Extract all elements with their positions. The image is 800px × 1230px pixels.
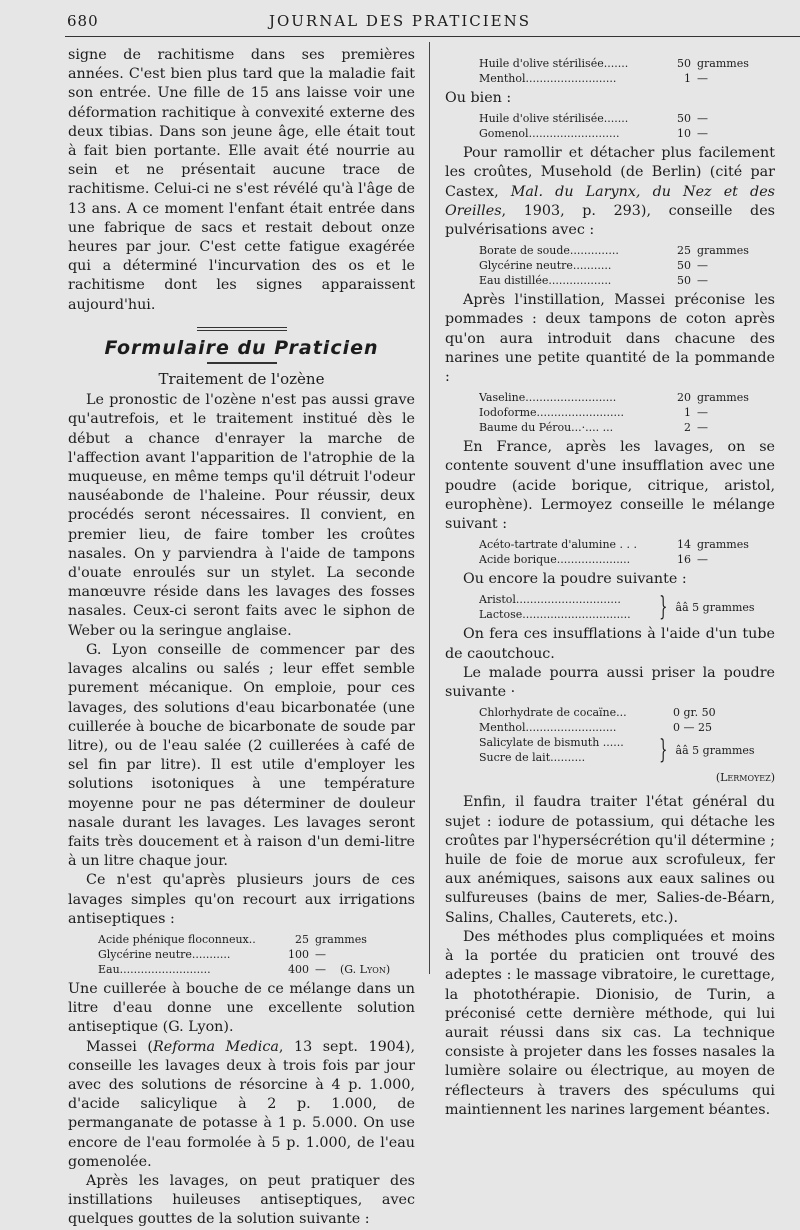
methodes-paragraph: Des méthodes plus compliquées et moins à la portée du praticien ont trouvé des adeptes : le massage vibratoire, le curettage, la photothérapie. Dionisio, de Turin, a préconisé cette dernière méthode, qui lui aurait réussi dans six cas. La technique consiste à projeter dans les fosses nasales la lumière solaire ou électrique, au moyen de réflecteurs à travers des spéculums qui maintiennent les narines largement béantes. xyxy=(445,928,775,1118)
pommade-paragraph: Après l'instillation, Massei préconise les pommades : deux tampons de coton après qu'on aura introduit dans chacune des narines une petite quantité de la pommande : xyxy=(445,292,775,386)
prescription-row: Baume du Pérou...·.... ... 2 — xyxy=(479,421,708,435)
musehold-paragraph: Pour ramollir et détacher plus facilement les croûtes, Musehold (de Berlin) (cité par Castex, Mal. du Larynx, du Nez et des Oreilles, 1903, p. 293), conseille des pulvérisations avec : xyxy=(445,145,775,239)
page-header xyxy=(0,0,800,38)
prescription-cocaine: Chlorhydrate de cocaïne... 0 gr. 50 Menthol.......................... 0 — 25 Salicylate de bismuth ...... Sucre de lait.......... } ââ 5 grammes xyxy=(445,705,775,765)
etat-general-paragraph: Enfin, il faudra traiter l'état général du sujet : iodure de potassium, qui détache les croûtes par l'hypersécrétion qu'il détermine ; huile de foie de morue aux scrofuleux, fer aux anémiques, saisons aux eaux salines ou sulfureuses (bains de mer, Salies-de-Béarn, Salins, Challes, Cauterets, etc.). xyxy=(445,794,775,926)
prescription-row: Glycérine neutre........... 100 — xyxy=(98,947,326,961)
prescription-borate xyxy=(445,243,775,288)
prescription-row: Chlorhydrate de cocaïne... 0 gr. 50 xyxy=(479,706,716,720)
tube-paragraph: On fera ces insufflations à l'aide d'un tube de caoutchouc. xyxy=(445,626,775,662)
header-rule xyxy=(65,36,800,37)
prescription-source: (Lermoyez) xyxy=(715,771,775,785)
prescription-row: Acide phénique floconneux.. 25 grammes xyxy=(98,932,367,946)
prescription-row: Iodoforme......................... 1 — xyxy=(479,406,708,420)
prescription-row: Huile d'olive stérilisée....... 50 grammes xyxy=(479,57,749,70)
instillation-paragraph: Après les lavages, on peut pratiquer des instillations huileuses antiseptiques, avec quelques gouttes de la solution suivante : xyxy=(68,1172,415,1228)
journal-reference: Reforma Medica xyxy=(152,1038,279,1055)
prescription-source: (G. Lyon) xyxy=(340,962,391,976)
lyon-paragraph: G. Lyon conseille de commencer par des lavages alcalins ou salés ; leur effet semble purement mécanique. On emploie, pour ces lavages, des solutions d'eau bicarbonatée (une cuillerée à bouche de bicarbonate de soude par litre), ou de l'eau salée (2 cuillerées à café de sel fin par litre). Il est utile d'employer les solutions isotoniques à une température moyenne pour ne pas déterminer de douleur nasale durant les lavages. Les lavages seront faits très doucement et à raison d'un demi-litre à un litre chaque jour. xyxy=(68,641,415,870)
massei-paragraph: Massei (Reforma Medica, 13 sept. 1904), conseille les lavages deux à trois fois par jour avec des solutions de résorcine à 4 p. 1.000, d'acide salicylique à 2 p. 1.000, de permanganate de potasse à 1 p. 5.000. On use encore de l'eau formolée à 5 p. 1.000, de l'eau gomenolée. xyxy=(68,1038,415,1170)
prescription-row: Acide borique..................... 16 — xyxy=(479,553,708,567)
ozene-intro-paragraph: Le pronostic de l'ozène n'est pas aussi grave qu'autrefois, et le traitement institué dès le début a chance d'enrayer la marche de l'affection avant l'apparition de l'atrophie de la muqueuse, en même temps qu'il détruit l'odeur nauséabonde de l'haleine. Pour réussir, deux procédés seront nécessaires. Il convient, en premier lieu, de faire tomber les croûtes nasales. On y parviendra à l'aide de tampons d'ouate enroulés sur un stylet. La seconde manœuvre réside dans les lavages des fosses nasales. Ceux-ci seront faits avec le siphon de Weber ou la seringue anglaise. xyxy=(68,392,415,639)
insufflation-paragraph: En France, après les lavages, on se contente souvent d'une insufflation avec une poudre (acide borique, citrique, aristol, europhène). Lermoyez conseille le mélange suivant : xyxy=(445,439,775,533)
prescription-row: Eau.......................... 400 — (G. Lyon) xyxy=(98,962,391,976)
lyon-solution-paragraph: Une cuillerée à bouche de ce mélange dans un litre d'eau donne une excellente solution antiseptique (G. Lyon). xyxy=(68,980,415,1036)
prescription-aristol: Aristol.............................. Lactose............................... } ââ 5 grammes xyxy=(479,592,755,623)
section-title: Traitement de l'ozène xyxy=(158,370,325,389)
formulaire-title: Formulaire du Praticien xyxy=(104,336,379,359)
ou-encore-label: Ou encore la poudre suivante : xyxy=(463,571,687,588)
column-divider xyxy=(429,42,430,974)
prescription-row: Menthol.......................... 0 — 25 xyxy=(479,721,712,735)
formulaire-header xyxy=(68,327,415,364)
prescription-row: Vaseline.......................... 20 grammes xyxy=(479,391,749,405)
brace-symbol: } xyxy=(659,735,668,766)
prescription-row: Borate de soude.............. 25 grammes xyxy=(479,244,749,258)
prescription-row: Glycérine neutre........... 50 — xyxy=(479,259,708,273)
right-column xyxy=(445,46,775,1120)
left-column xyxy=(68,46,415,1230)
prescription-oil-menthol xyxy=(445,56,775,86)
brace-symbol: } xyxy=(659,592,668,623)
rachitisme-paragraph: signe de rachitisme dans ses premières années. C'est bien plus tard que la maladie fait son entrée. Une fille de 15 ans laisse voir une déformation rachitique à convexité externe des deux tibias. Dans son jeune âge, elle était tout à fait bien portante. Elle avait été nourrie au sein et ne présentait aucune trace de rachitisme. Celui-ci ne s'est révélé qu'à l'âge de 13 ans. A ce moment l'enfant était entrée dans une fabrique de sacs et restait debout onze heures par jour. C'est cette fatigue exagérée qui a déterminé l'incurvation des os et le rachitisme dont les signes apparaissent aujourd'hui. xyxy=(68,47,415,313)
prescription-row: Acéto-tartrate d'alumine . . . 14 grammes xyxy=(479,538,749,552)
priser-paragraph: Le malade pourra aussi priser la poudre suivante · xyxy=(445,664,775,701)
prescription-row: Gomenol.......................... 10 — xyxy=(479,127,708,141)
prescription-oil-gomenol xyxy=(445,111,775,141)
prescription-vaseline xyxy=(445,390,775,435)
prescription-row: Huile d'olive stérilisée....... 50 — xyxy=(479,112,708,126)
prescription-aceto-tartrate xyxy=(445,537,775,567)
prescription-row: Menthol.......................... 1 — xyxy=(479,72,708,85)
page-number: 680 xyxy=(67,12,99,30)
antiseptic-paragraph: Ce n'est qu'après plusieurs jours de ces lavages simples qu'on recourt aux irrigations antiseptiques : xyxy=(68,872,415,927)
formulaire-underline xyxy=(207,362,277,364)
journal-title: JOURNAL DES PRATICIENS xyxy=(268,12,532,30)
formulaire-ornament xyxy=(197,327,287,331)
prescription-row: Eau distillée.................. 50 — xyxy=(479,274,708,288)
ou-bien-label: Ou bien : xyxy=(445,90,512,106)
book-reference: Mal. du Larynx, du Nez et des Oreilles xyxy=(445,183,775,219)
prescription-phenic xyxy=(68,932,415,977)
